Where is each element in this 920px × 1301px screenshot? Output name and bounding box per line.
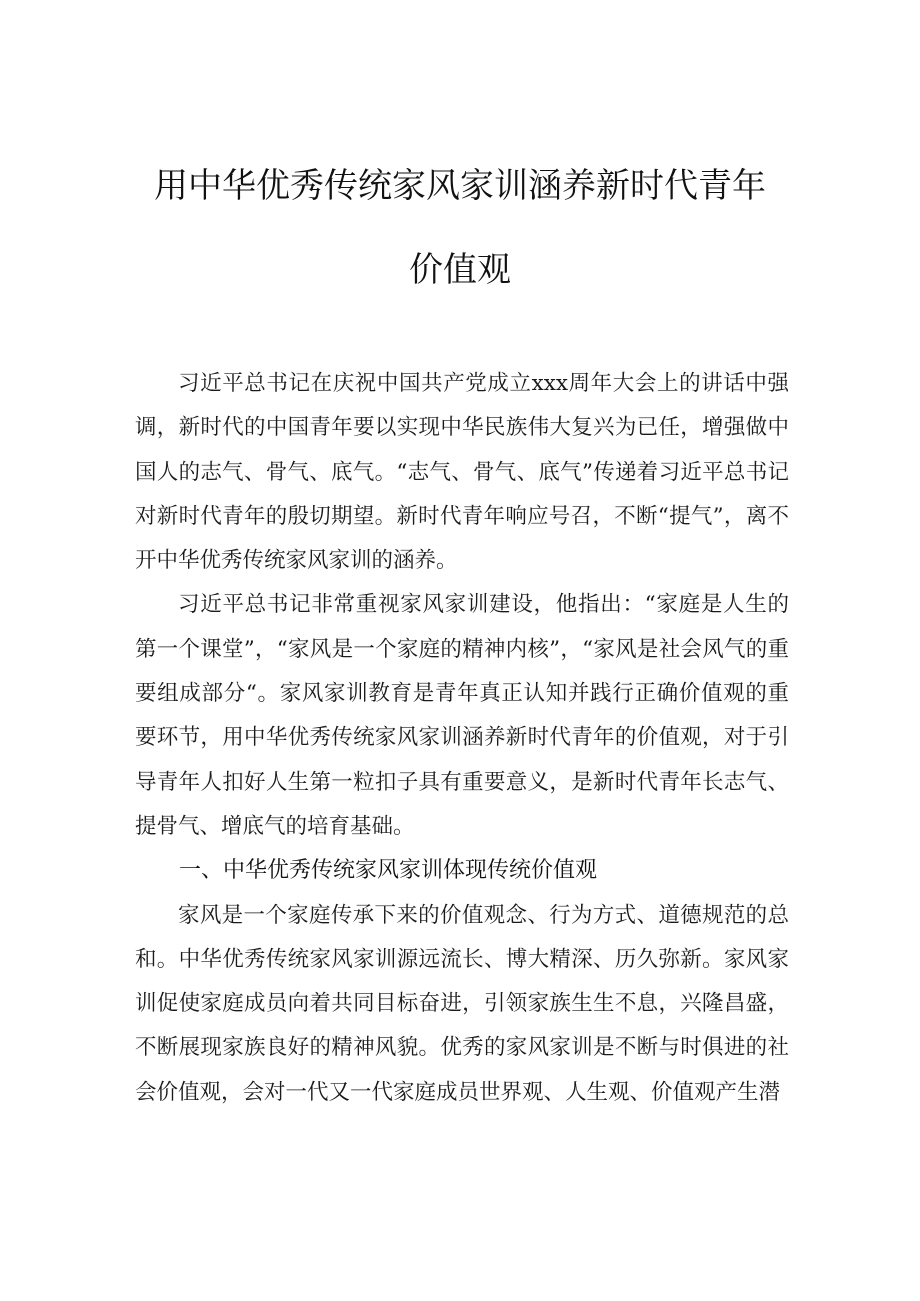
- document-body: [135, 362, 789, 1115]
- body-paragraph: 家风是一个家庭传承下来的价值观念、行为方式、道德规范的总和。中华优秀传统家风家训源远流长、博大精深、历久弥新。家风家训促使家庭成员向着共同目标奋进，引领家族生生不息，兴隆昌盛，不断展现家族良好的精神风貌。优秀的家风家训是不断与时俱进的社会价值观，会对一代又一代家庭成员世界观、人生观、价值观产生潜: [135, 902, 789, 1105]
- body-paragraph: 习近平总书记非常重视家风家训建设，他指出：“家庭是人生的第一个课堂”，“家风是一个家庭的精神内核”，“家风是社会风气的重要组成部分“。家风家训教育是青年真正认知并践行正确价值观的重要环节，用中华优秀传统家风家训涵养新时代青年的价值观，对于引导青年人扣好人生第一粒扣子具有重要意义，是新时代青年长志气、提骨气、增底气的培育基础。: [135, 592, 789, 839]
- body-paragraph: 习近平总书记在庆祝中国共产党成立xxx周年大会上的讲话中强调，新时代的中国青年要以实现中华民族伟大复兴为已任，增强做中国人的志气、骨气、底气。“志气、骨气、底气”传递着习近平总书记对新时代青年的殷切期望。新时代青年响应号召，不断“提气”，离不开中华优秀传统家风家训的涵养。: [135, 371, 789, 574]
- document-title-line-2: 价值观: [409, 250, 511, 290]
- section-heading: 一、中华优秀传统家风家训体现传统价值观: [179, 858, 598, 884]
- document-title-line-1: 用中华优秀传统家风家训涵养新时代青年: [154, 166, 766, 206]
